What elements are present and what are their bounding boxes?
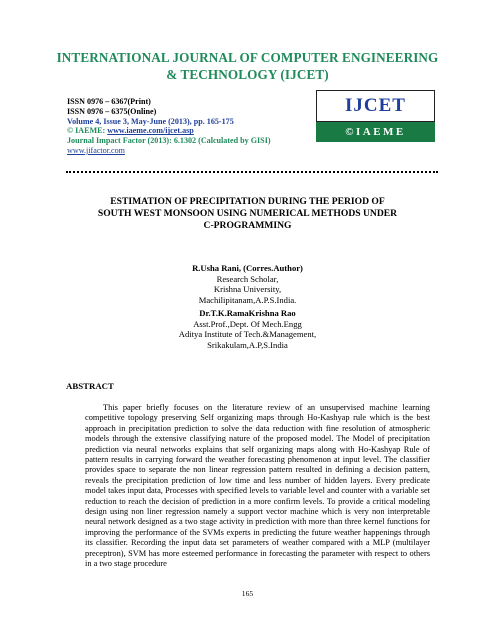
impact-factor: Journal Impact Factor (2013): 6.1302 (Calculated by GISI) [67,136,271,146]
abstract-text: This paper briefly focuses on the literature review of an unsupervised machine learning competitive topology preserving Self organizing maps through Ho-Kashyap rule which is the best approach in precipitation prediction to solve the data reduction with fine resolution of atmospheric models through the extensive classifying nature of the proposed model. The Model of precipitation prediction via neural networks explains that self organizing maps along with Ho-Kashyap Rule of pattern results in carrying forward the weather forecasting phenomenon at input level. The classifier provides space to separate the non linear regression pattern resulted in defining a decision pattern, reveals the precipitation prediction of low time and less number of hidden layers. Every predicate model takes input data, Processes with specified levels to variable level and counter with a variable set reduction to reach the decision of prediction in a more confirm levels. To provide a critical modeling design using non liner regression namely a support vector machine which is very non interpretable neural network designed as a two stage activity in prediction with more than three kernel functions for improving the performance of the SVMs experts in predicting the future weather happenings through its classifier. Recording the input data set parameters of weather compared with a MLP (multilayer preceptron), SVM has more esteemed performance in forecasting the parameter with respect to others in a two stage procedure [85,403,430,569]
issn-block [67,97,271,156]
volume-issue: Volume 4, Issue 3, May-June (2013), pp. 165-175 [67,116,234,126]
author-affiliation-line: Srikakulam,A.P,S.India [207,339,288,350]
iaeme-line [67,126,271,136]
jifactor-link[interactable]: www.jifactor.com [67,145,125,155]
iaeme-prefix: © IAEME: [67,126,108,136]
author-affiliation-line: Asst.Prof.,Dept. Of Mech.Engg [193,318,302,329]
iaeme-logo [316,122,435,142]
author-affiliation-line: Research Scholar, [216,273,279,284]
author-affiliation-line: Krishna University, [213,284,282,295]
journal-title [20,50,475,83]
author-affiliation-line: Aditya Institute of Tech.&Management, [178,329,317,340]
author-name: R.Usha Rani, (Corres.Author) [192,263,303,273]
journal-title-line-2: & TECHNOLOGY (IJCET) [166,66,329,82]
paper-title-line-1: ESTIMATION OF PRECIPITATION DURING THE PERIOD OF [110,196,385,207]
iaeme-link[interactable]: www.iaeme.com/ijcet.asp [107,126,194,136]
header-divider [66,171,438,173]
paper-title-line-2: SOUTH WEST MONSOON USING NUMERICAL METHODS UNDER [97,207,398,219]
logo-publisher: ©IAEME [345,126,406,138]
author-block-1 [100,263,395,305]
issn-online: ISSN 0976 – 6375(Online) [67,106,157,116]
paper-title-line-3: C-PROGRAMMING [203,219,292,231]
page-number: 165 [241,589,254,598]
author-affiliation-line: Machilipitanam,A.P.S.India. [198,294,297,305]
abstract-heading: ABSTRACT [66,381,114,391]
logo-name: IJCET [345,95,406,116]
journal-title-line-1: INTERNATIONAL JOURNAL OF COMPUTER ENGINEERING [56,50,439,65]
ijcet-logo [316,90,435,122]
issn-print: ISSN 0976 – 6367(Print) [67,97,151,106]
author-name: Dr.T.K.RamaKrishna Rao [199,308,296,318]
author-block-2 [100,308,395,350]
paper-title [55,196,440,231]
